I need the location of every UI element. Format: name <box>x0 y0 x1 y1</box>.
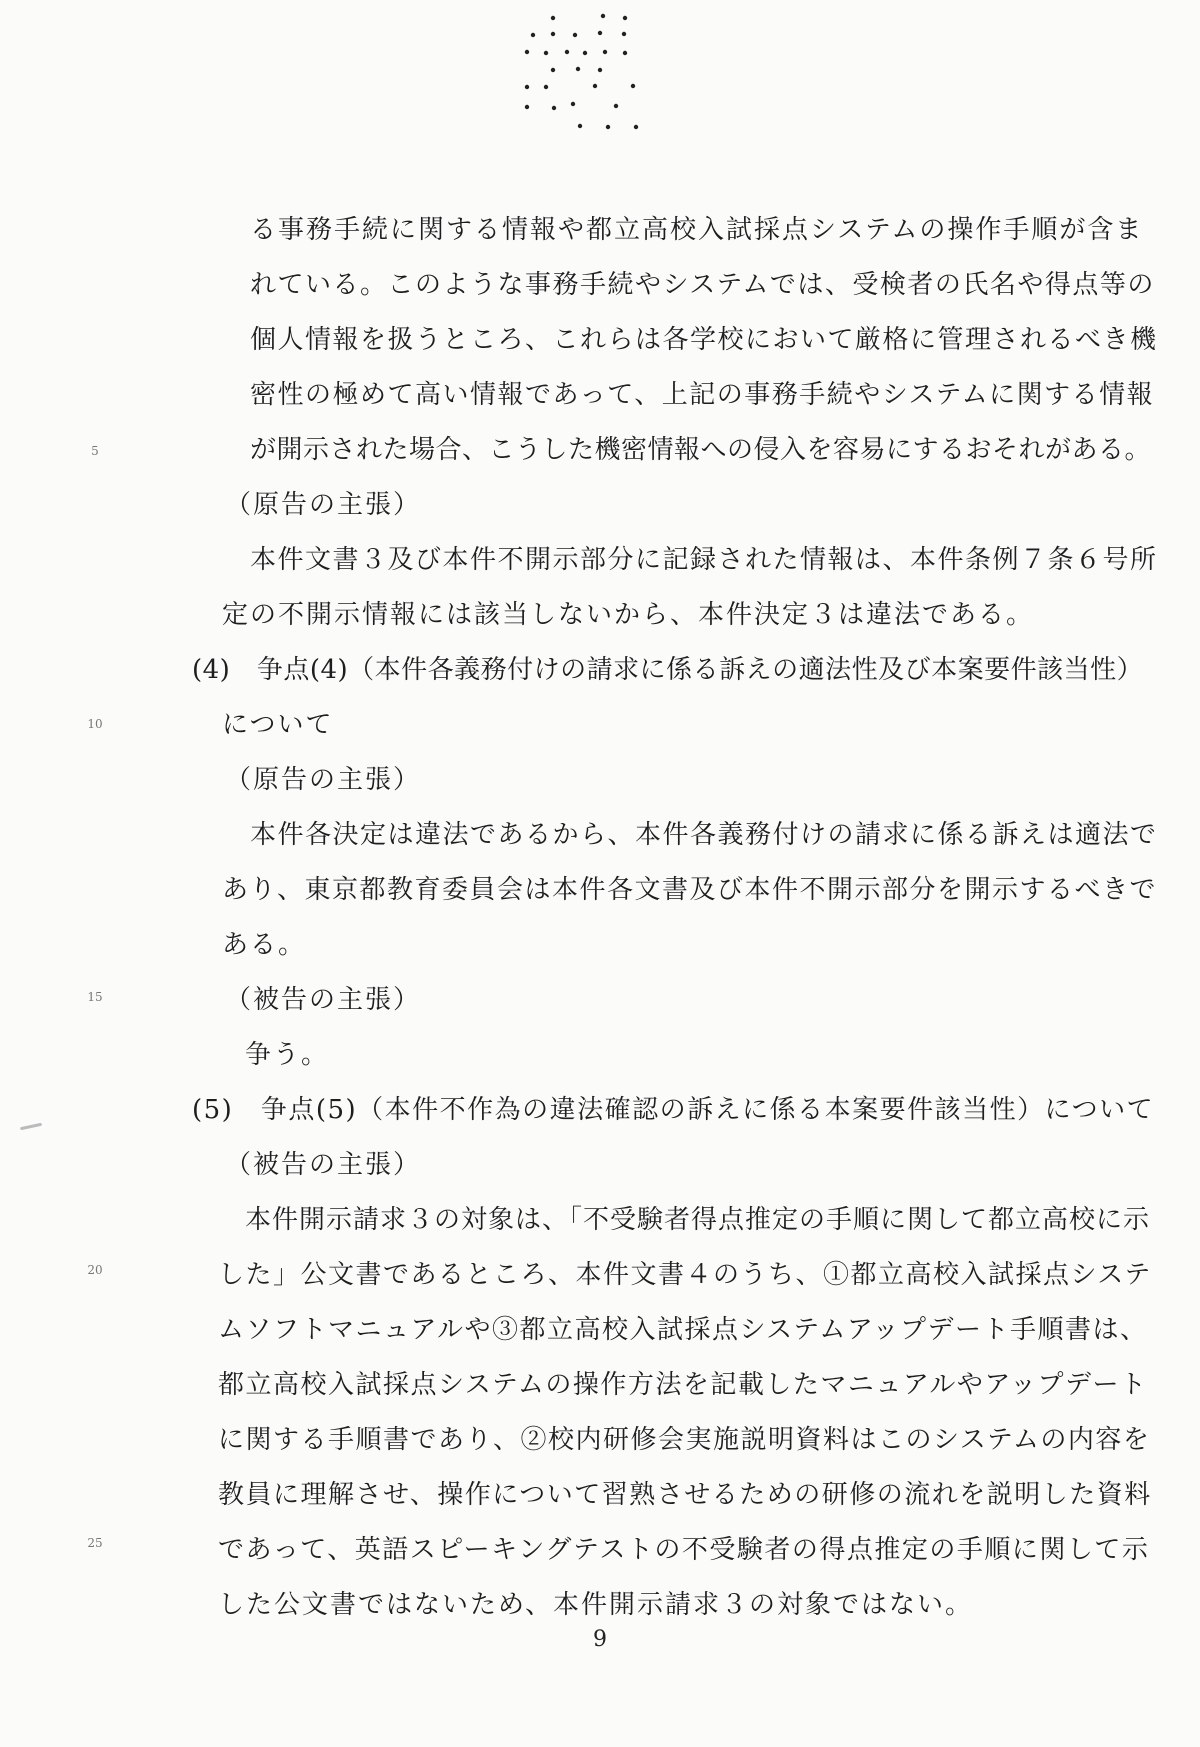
body-line-3: 個人情報を扱うところ、これらは各学校において厳格に管理されるべき機 <box>250 325 1158 355</box>
body-line-5: が開示された場合、こうした機密情報への侵入を容易にするおそれがある。 <box>250 435 1152 465</box>
body-line-13: あり、東京都教育委員会は本件各文書及び本件不開示部分を開示するべきで <box>222 875 1158 905</box>
issue-5-heading: (5) 争点(5)（本件不作為の違法確認の訴えに係る本案要件該当性）について <box>192 1095 1155 1125</box>
heading-defendant-claim-2: （被告の主張） <box>225 1150 422 1180</box>
line-number-10: 10 <box>87 717 103 731</box>
scan-smudge <box>20 1123 42 1131</box>
heading-plaintiff-claim-1: （原告の主張） <box>225 490 422 520</box>
heading-defendant-claim-1: （被告の主張） <box>225 985 422 1015</box>
line-number-20: 20 <box>87 1263 103 1277</box>
body-line-24: 教員に理解させ、操作について習熟させるための研修の流れを説明した資料 <box>218 1480 1152 1510</box>
body-line-23: に関する手順書であり、②校内研修会実施説明資料はこのシステムの内容を <box>218 1425 1151 1455</box>
body-line-26: した公文書ではないため、本件開示請求３の対象ではない。 <box>218 1590 973 1620</box>
body-line-20: した」公文書であるところ、本件文書４のうち、①都立高校入試採点システ <box>218 1260 1152 1290</box>
body-line-4: 密性の極めて高い情報であって、上記の事務手続やシステムに関する情報 <box>250 380 1155 410</box>
body-line-8: 定の不開示情報には該当しないから、本件決定３は違法である。 <box>222 600 1035 630</box>
issue-4-heading-cont: について <box>222 710 334 740</box>
line-number-15: 15 <box>87 990 103 1004</box>
body-line-14: ある。 <box>222 930 307 960</box>
body-line-2: れている。このような事務手続やシステムでは、受検者の氏名や得点等の <box>250 270 1155 300</box>
heading-plaintiff-claim-2: （原告の主張） <box>225 765 422 795</box>
body-line-19: 本件開示請求３の対象は、「不受験者得点推定の手順に関して都立高校に示 <box>245 1205 1151 1235</box>
body-line-22: 都立高校入試採点システムの操作方法を記載したマニュアルやアップデート <box>218 1370 1148 1400</box>
issue-4-heading: (4) 争点(4)（本件各義務付けの請求に係る訴えの適法性及び本案要件該当性） <box>192 655 1144 685</box>
body-line-12: 本件各決定は違法であるから、本件各義務付けの請求に係る訴えは適法で <box>250 820 1158 850</box>
body-line-1: る事務手続に関する情報や都立高校入試採点システムの操作手順が含ま <box>250 215 1144 245</box>
body-line-16: 争う。 <box>245 1040 330 1070</box>
punch-hole-dots <box>0 0 1200 160</box>
line-number-5: 5 <box>91 444 99 458</box>
page-number: 9 <box>593 1627 607 1652</box>
line-number-25: 25 <box>87 1536 103 1550</box>
body-line-25: であって、英語スピーキングテストの不受験者の得点推定の手順に関して示 <box>218 1535 1150 1565</box>
body-line-21: ムソフトマニュアルや③都立高校入試採点システムアップデート手順書は、 <box>218 1315 1148 1345</box>
body-line-7: 本件文書３及び本件不開示部分に記録された情報は、本件条例７条６号所 <box>250 545 1158 575</box>
